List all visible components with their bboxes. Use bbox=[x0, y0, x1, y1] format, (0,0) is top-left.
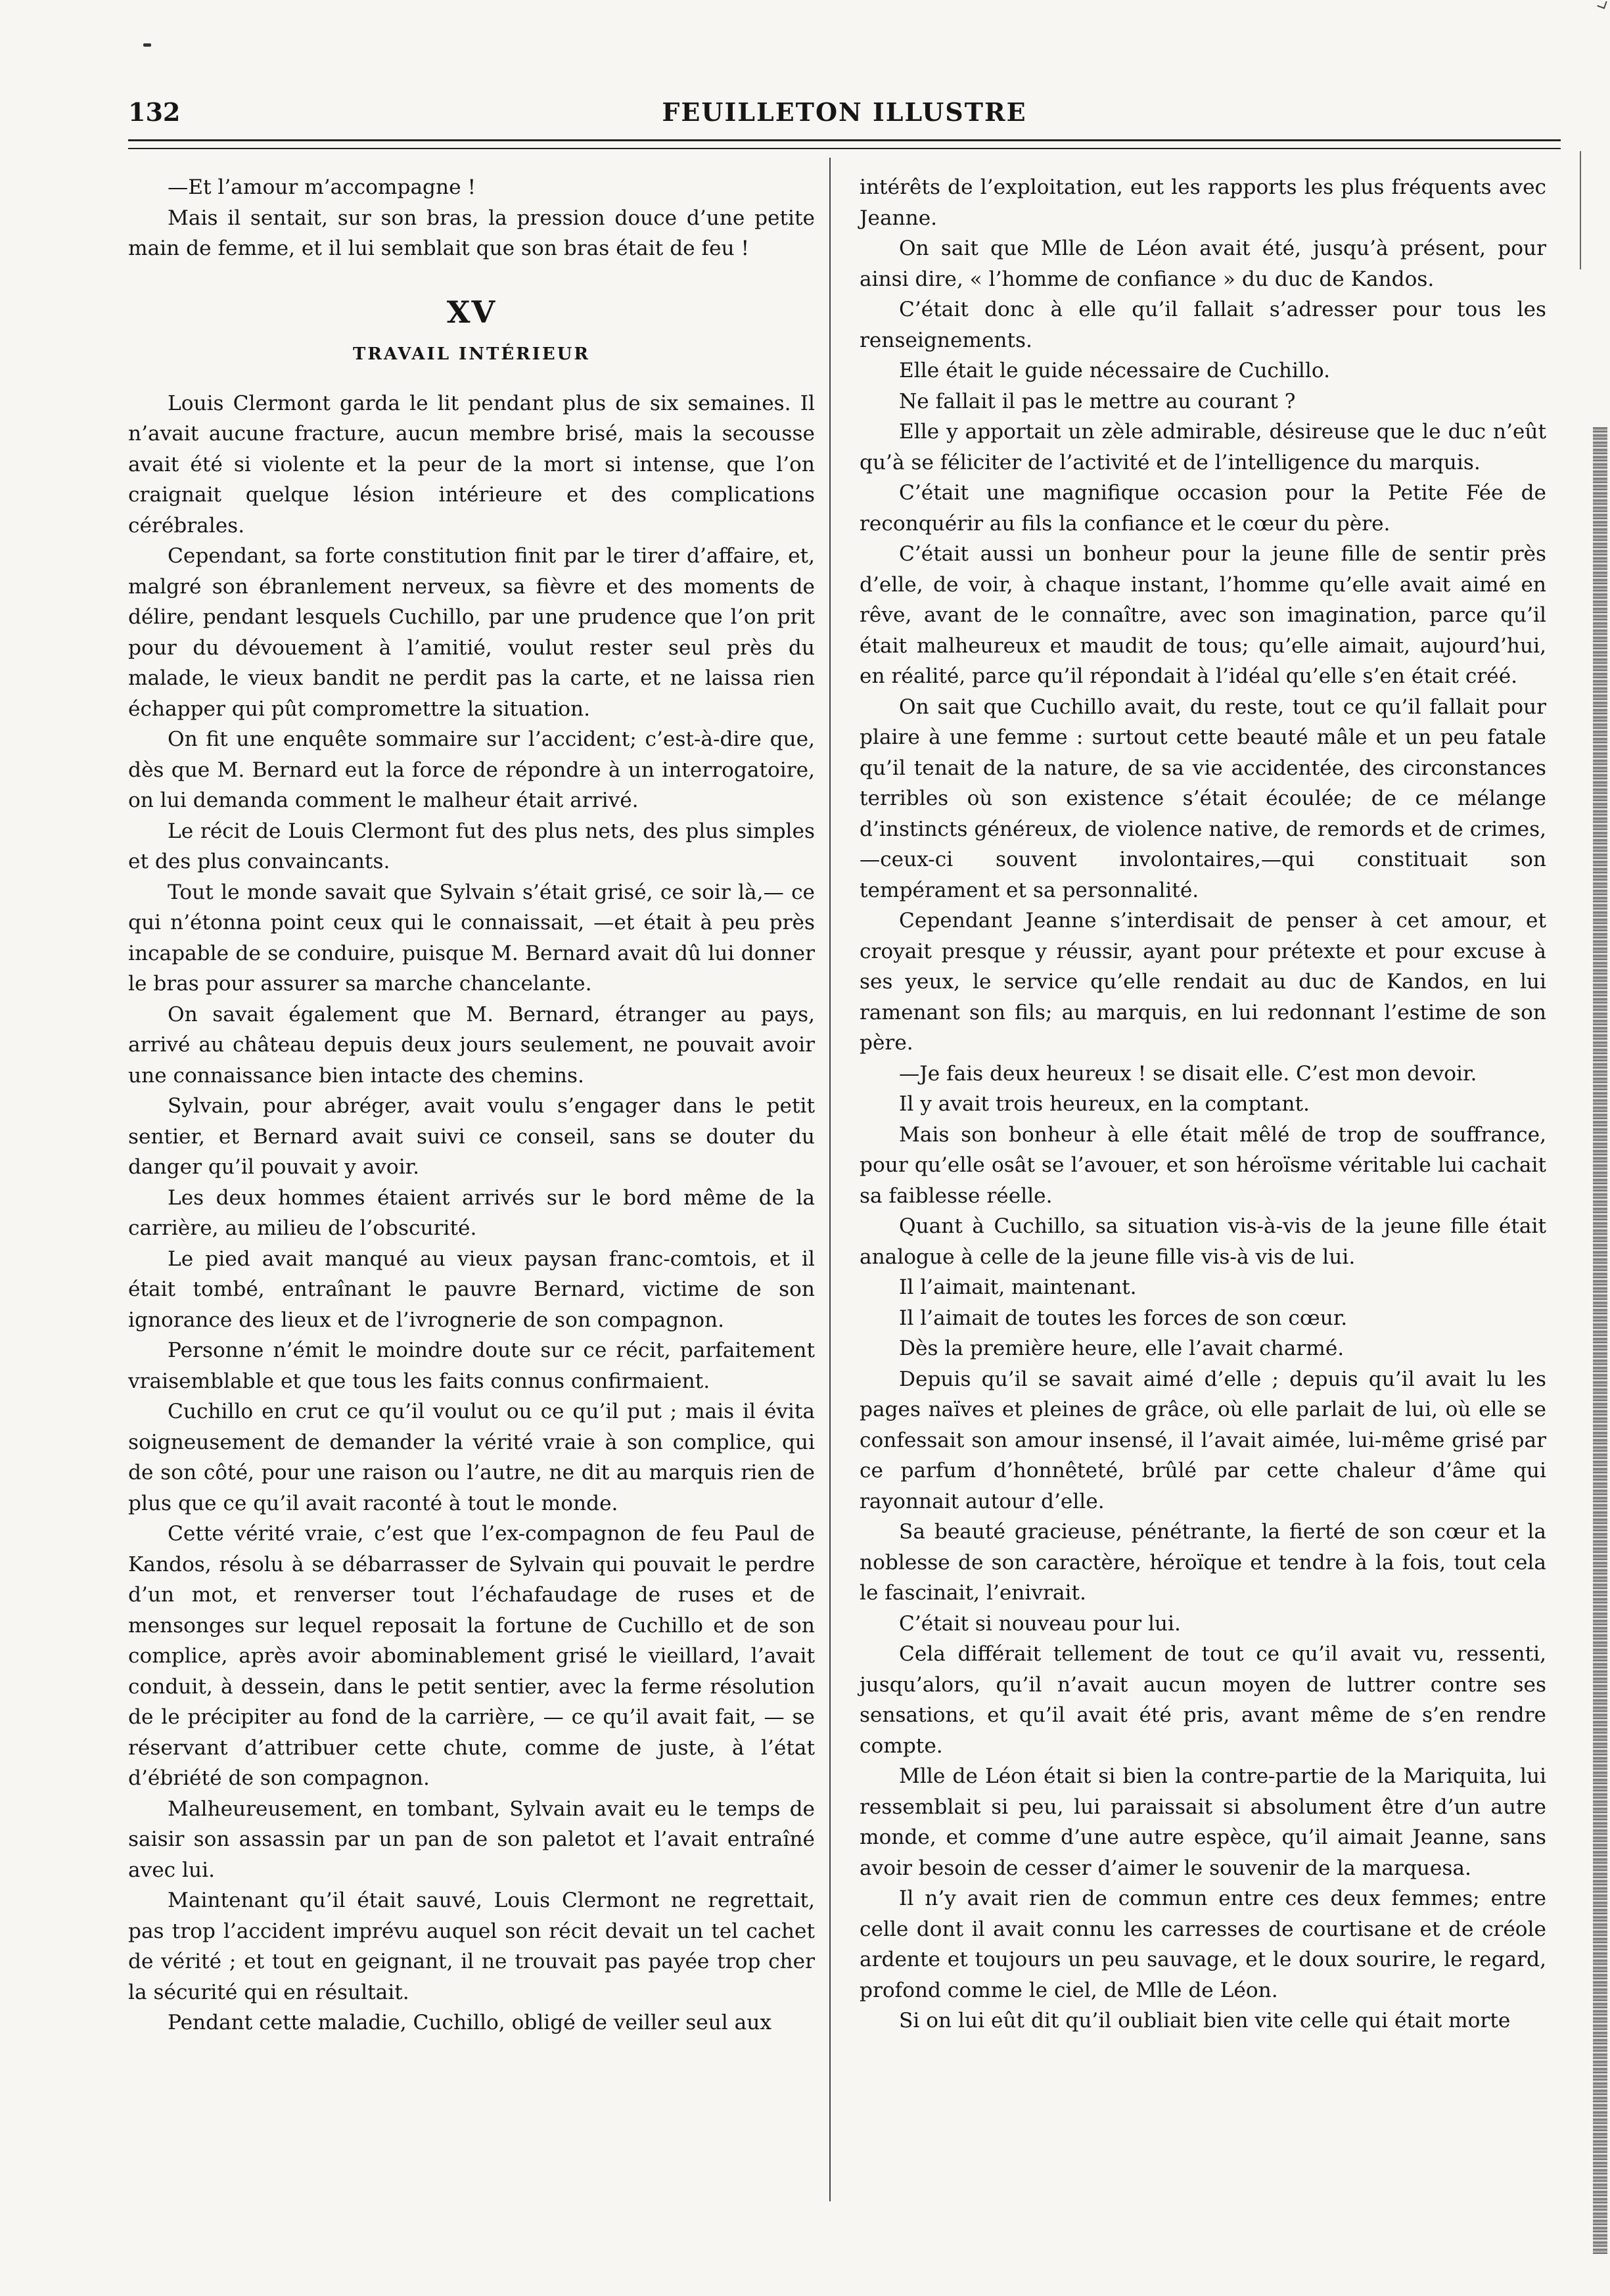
paragraph: Ne fallait il pas le mettre au courant ? bbox=[899, 389, 1296, 413]
ink-speck bbox=[143, 43, 151, 47]
right-column bbox=[860, 172, 1546, 2036]
page-number: 132 bbox=[128, 97, 181, 127]
paragraph: Mais son bonheur à elle était mêlé de trop de souffrance, pour qu’elle osât se l’avouer, et son héroïsme véritable lui cachait sa faiblesse réelle. bbox=[860, 1122, 1546, 1208]
chapter-number: XV bbox=[446, 294, 497, 330]
paragraph: C’était donc à elle qu’il fallait s’adresser pour tous les renseignements. bbox=[860, 298, 1546, 352]
journal-title: FEUILLETON ILLUSTRE bbox=[662, 97, 1027, 127]
paragraph: Cependant Jeanne s’interdisait de penser à cet amour, et croyait presque y réussir, ayant pour prétexte et pour excuse à ses yeux, le service qu’elle rendait au duc de Kandos, en lui ramenant son fils; au marquis, en lui redonnant l’estime de son père. bbox=[860, 909, 1546, 1055]
paragraph: Maintenant qu’il était sauvé, Louis Clermont ne regrettait, pas trop l’accident imprévu auquel son récit devait un tel cachet de vérité ; et tout en geignant, il ne trouvait pas payée trop cher la sécurité qui en résultait. bbox=[128, 1889, 815, 2004]
chapter-title: TRAVAIL INTÉRIEUR bbox=[352, 344, 591, 364]
paragraph: Si on lui eût dit qu’il oubliait bien vite celle qui était morte bbox=[899, 2009, 1511, 2032]
paragraph: Il y avait trois heureux, en la comptant. bbox=[899, 1092, 1310, 1116]
paragraph: Dès la première heure, elle l’avait charmé. bbox=[899, 1337, 1345, 1360]
paragraph: Elle était le guide nécessaire de Cuchillo. bbox=[899, 359, 1331, 382]
paragraph: —Je fais deux heureux ! se disait elle. C’est mon devoir. bbox=[899, 1061, 1477, 1086]
paragraph: Il l’aimait, maintenant. bbox=[899, 1275, 1137, 1299]
right-paragraphs bbox=[860, 233, 1546, 2036]
paragraph: Cependant, sa forte constitution finit par le tirer d’affaire, et, malgré son ébranlement nerveux, sa fièvre et des moments de délire, pendant lesquels Cuchillo, par une prudence que l’on prit pour du dévouement à l’amitié, voulut rester seul près du malade, le vieux bandit ne perdit pas la carte, et ne laissa rien échapper qui pût compromettre la situation. bbox=[128, 544, 815, 721]
paragraph: Depuis qu’il se savait aimé d’elle ; depuis qu’il avait lu les pages naïves et pleines de grâce, où elle parlait de lui, où elle se confessait son amour insensé, il l’avait aimée, lui-même grisé par ce parfum d’honnêteté, brûlé par cette chaleur d’âme qui rayonnait autour d’elle. bbox=[860, 1367, 1546, 1513]
paragraph: Elle y apportait un zèle admirable, désireuse que le duc n’eût qu’à se féliciter de l’activité et de l’intelligence du marquis. bbox=[860, 420, 1546, 474]
column-divider bbox=[829, 158, 831, 2201]
paragraph: Cuchillo en crut ce qu’il voulut ou ce qu’il put ; mais il évita soigneusement de demander la vérité vraie à son complice, qui de son côté, pour une raison ou l’autre, ne dit au marquis rien de plus que ce qu’il avait raconté à tout le monde. bbox=[128, 1400, 815, 1515]
paragraph: Il l’aimait de toutes les forces de son cœur. bbox=[899, 1306, 1348, 1330]
paragraph: Le pied avait manqué au vieux paysan franc-comtois, et il était tombé, entraînant le pauvre Bernard, victime de son ignorance des lieux et de l’ivrognerie de son compagnon. bbox=[128, 1247, 815, 1332]
paragraph: On sait que Cuchillo avait, du reste, tout ce qu’il fallait pour plaire à une femme : surtout cette beauté mâle et un peu fatale qu’il tenait de la nature, de sa vie accidentée, des circonstances terribles où son existence s’était écoulée; de ce mélange d’instincts généreux, de violence native, de remords et de crimes, —ceux-ci souvent involontaires,—qui constituait son tempérament et sa personnalité. bbox=[860, 695, 1546, 902]
paragraph: Cette vérité vraie, c’est que l’ex-compagnon de feu Paul de Kandos, résolu à se débarrasser de Sylvain qui pouvait le perdre d’un mot, et renverser tout l’échafaudage de ruses et de mensonges sur lequel reposait la fortune de Cuchillo et de son complice, après avoir abominablement grisé le vieillard, l’avait conduit, à dessein, dans le petit sentier, avec la ferme résolution de le précipiter au fond de la carrière, — ce qu’il avait fait, — se réservant d’attribuer cette chute, comme de juste, à l’état d’ébriété de son compagnon. bbox=[128, 1522, 815, 1790]
page-corner-mark bbox=[1597, 0, 1607, 9]
paragraph: Mlle de Léon était si bien la contre-partie de la Mariquita, lui ressemblait si peu, lui paraissait si absolument être d’un autre monde, et comme d’une autre espèce, qu’il aimait Jeanne, sans avoir besoin de cesser d’aimer le souvenir de la marquesa. bbox=[860, 1764, 1546, 1880]
paragraph: C’était une magnifique occasion pour la Petite Fée de reconquérir au fils la confiance et le cœur du père. bbox=[860, 481, 1546, 536]
paragraph: Mais il sentait, sur son bras, la pression douce d’une petite main de femme, et il lui semblait que son bras était de feu ! bbox=[128, 206, 815, 260]
paragraph: C’était aussi un bonheur pour la jeune fille de sentir près d’elle, de voir, à chaque instant, l’homme qu’elle avait aimé en rêve, avant de le connaître, avec son imagination, parce qu’il était malheureux et maudit de tous; qu’elle aimait, aujourd’hui, en réalité, parce qu’il répondait à l’idéal qu’elle s’en était créé. bbox=[860, 542, 1546, 688]
paragraph: Pendant cette maladie, Cuchillo, obligé de veiller seul aux bbox=[168, 2011, 771, 2034]
paragraph: Cela différait tellement de tout ce qu’il avait vu, ressenti, jusqu’alors, qu’il n’avait aucun moyen de luttrer contre ses sensations, et qu’il avait été pris, avant même de s’en rendre compte. bbox=[860, 1642, 1546, 1758]
paragraph: Il n’y avait rien de commun entre ces deux femmes; entre celle dont il avait connu les carresses de courtisane et de créole ardente et toujours un peu sauvage, et le doux sourire, le regard, profond comme le ciel, de Mlle de Léon. bbox=[860, 1887, 1546, 2002]
paragraph: Malheureusement, en tombant, Sylvain avait eu le temps de saisir son assassin par un pan de son paletot et l’avait entraîné avec lui. bbox=[128, 1797, 815, 1882]
paragraph: On sait que Mlle de Léon avait été, jusqu’à présent, pour ainsi dire, « l’homme de confiance » du duc de Kandos. bbox=[860, 237, 1546, 291]
paragraph: Louis Clermont garda le lit pendant plus de six semaines. Il n’avait aucune fracture, aucun membre brisé, mais la secousse avait été si violente et la peur de la mort si intense, que l’on craignait quelque lésion intérieure et des complications cérébrales. bbox=[128, 391, 815, 538]
scan-edge-border bbox=[1593, 427, 1607, 2254]
paragraph: On fit une enquête sommaire sur l’accident; c’est-à-dire que, dès que M. Bernard eut la force de répondre à un interrogatoire, on lui demanda comment le malheur était arrivé. bbox=[128, 727, 815, 812]
left-paragraphs bbox=[128, 388, 815, 2038]
paragraph: Tout le monde savait que Sylvain s’était grisé, ce soir là,— ce qui n’étonna point ceux qui le connaissait, —et était à peu près incapable de se conduire, puisque M. Bernard avait dû lui donner le bras pour assurer sa marche chancelante. bbox=[128, 880, 815, 996]
paragraph: Le récit de Louis Clermont fut des plus nets, des plus simples et des plus convaincants. bbox=[128, 819, 815, 873]
paragraph: Quant à Cuchillo, sa situation vis-à-vis de la jeune fille était analogue à celle de la jeune fille vis-à vis de lui. bbox=[860, 1214, 1546, 1269]
paragraph-continued: intérêts de l’exploitation, eut les rapports les plus fréquents avec Jeanne. bbox=[860, 175, 1546, 230]
paragraph: C’était si nouveau pour lui. bbox=[899, 1611, 1181, 1636]
page-header bbox=[128, 97, 1561, 130]
scan-edge-line bbox=[1580, 151, 1581, 269]
paragraph: Personne n’émit le moindre doute sur ce récit, parfaitement vraisemblable et que tous les faits connus confirmaient. bbox=[128, 1339, 815, 1393]
paragraph: Sa beauté gracieuse, pénétrante, la fierté de son cœur et la noblesse de son caractère, héroïque et tendre à la fois, tout cela le fascinait, l’enivrait. bbox=[860, 1520, 1546, 1605]
paragraph: —Et l’amour m’accompagne ! bbox=[168, 175, 476, 199]
left-column bbox=[128, 172, 815, 2038]
header-rule-thin bbox=[128, 148, 1561, 149]
paragraph: On savait également que M. Bernard, étranger au pays, arrivé au château depuis deux jours seulement, ne pouvait avoir une connaissance bien intacte des chemins. bbox=[128, 1002, 815, 1088]
paragraph: Les deux hommes étaient arrivés sur le bord même de la carrière, au milieu de l’obscurité. bbox=[128, 1185, 815, 1240]
paragraph: Sylvain, pour abréger, avait voulu s’engager dans le petit sentier, et Bernard avait suivi ce conseil, sans se douter du danger qu’il pouvait y avoir. bbox=[128, 1094, 815, 1179]
header-rule-thick bbox=[128, 139, 1561, 141]
